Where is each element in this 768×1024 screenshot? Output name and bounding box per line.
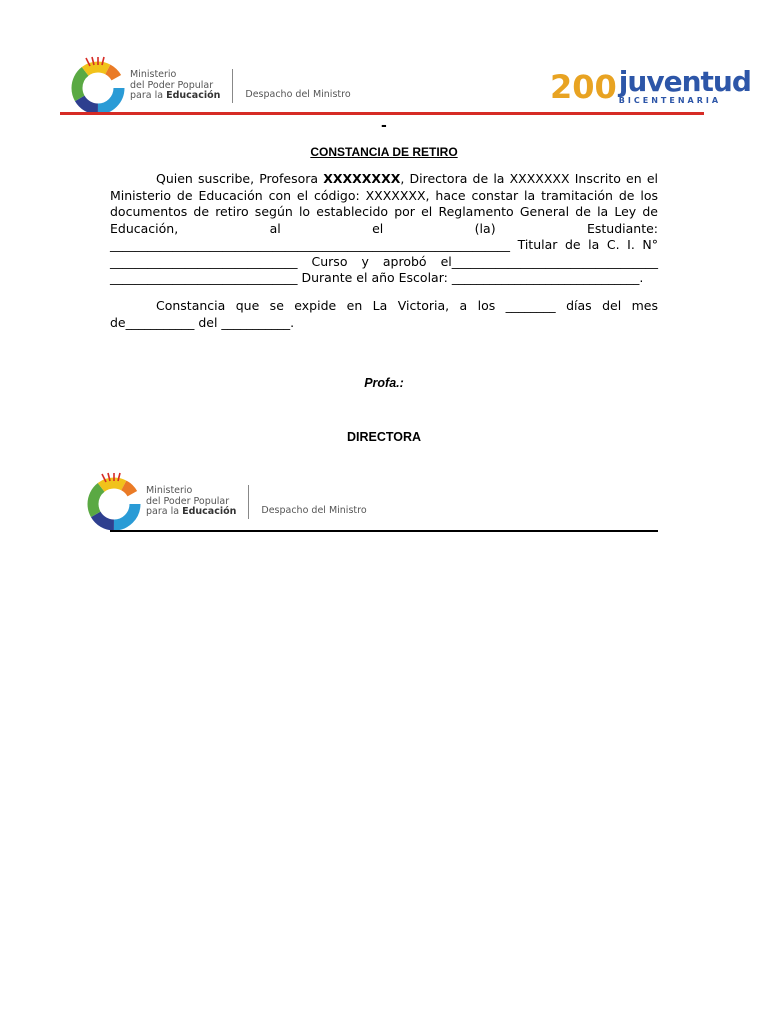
director-name-placeholder: XXXXXXXX [323,171,401,186]
paragraph-main [110,171,658,287]
paragraph-main-rest: , Directora de la XXXXXXX Inscrito en el Ministerio de Educación con el código: XXXXXXX, hace constar la tramitación de los documentos de retiro según lo establecido por el Reglamento General de la Ley de Educación, al el (la) Estudiante: ________________________________________________________________ Titular de la C. I. N° ______________________________ Curso y aprobó el_________________________________ ______________________________ Durante el año Escolar: ______________________________. [110,171,658,285]
ministry-line-3 [146,507,236,518]
ministry-line-3-prefix: para la [130,90,167,102]
ministry-line-3-bold: Educación [166,90,221,102]
signature-title: Profa.: [364,376,404,390]
header-rule [60,112,704,115]
juventud-text [618,65,751,105]
paragraph-main-start: Quien suscribe, Profesora [156,171,324,186]
ministry-line-2: del Poder Popular [130,79,214,91]
ministry-line-2: del Poder Popular [146,495,230,507]
dash-mark: - [381,118,387,134]
juventud-subtitle: BICENTENARIA [618,96,722,105]
paragraph-issue [110,298,658,331]
ministry-line-1: Ministerio [130,69,177,81]
juventud-bicentenaria-logo [550,65,751,106]
ministry-ring-icon [68,56,128,116]
juventud-word: juventud [618,65,751,98]
office-name: Despacho del Ministro [261,504,367,516]
ministry-ring-icon [84,472,144,532]
office-name: Despacho del Ministro [245,88,351,100]
ministry-name [130,70,220,102]
signature-role: DIRECTORA [346,430,422,444]
ministry-logo-header [68,56,351,116]
juventud-number: 200 [550,68,617,106]
ministry-line-1: Ministerio [146,485,193,497]
ministry-name [146,486,236,518]
ministry-line-3 [130,91,220,102]
ministry-line-3-prefix: para la [146,506,183,518]
document-title: CONSTANCIA DE RETIRO [310,145,458,159]
ministry-logo-footer [84,472,367,532]
logo-separator [248,485,249,519]
paragraph-issue-text: Constancia que se expide en La Victoria, a los ________ días del mes de___________ del ___________. [110,298,658,330]
footer-rule [110,530,658,532]
ministry-line-3-bold: Educación [182,506,237,518]
logo-separator [232,69,233,103]
